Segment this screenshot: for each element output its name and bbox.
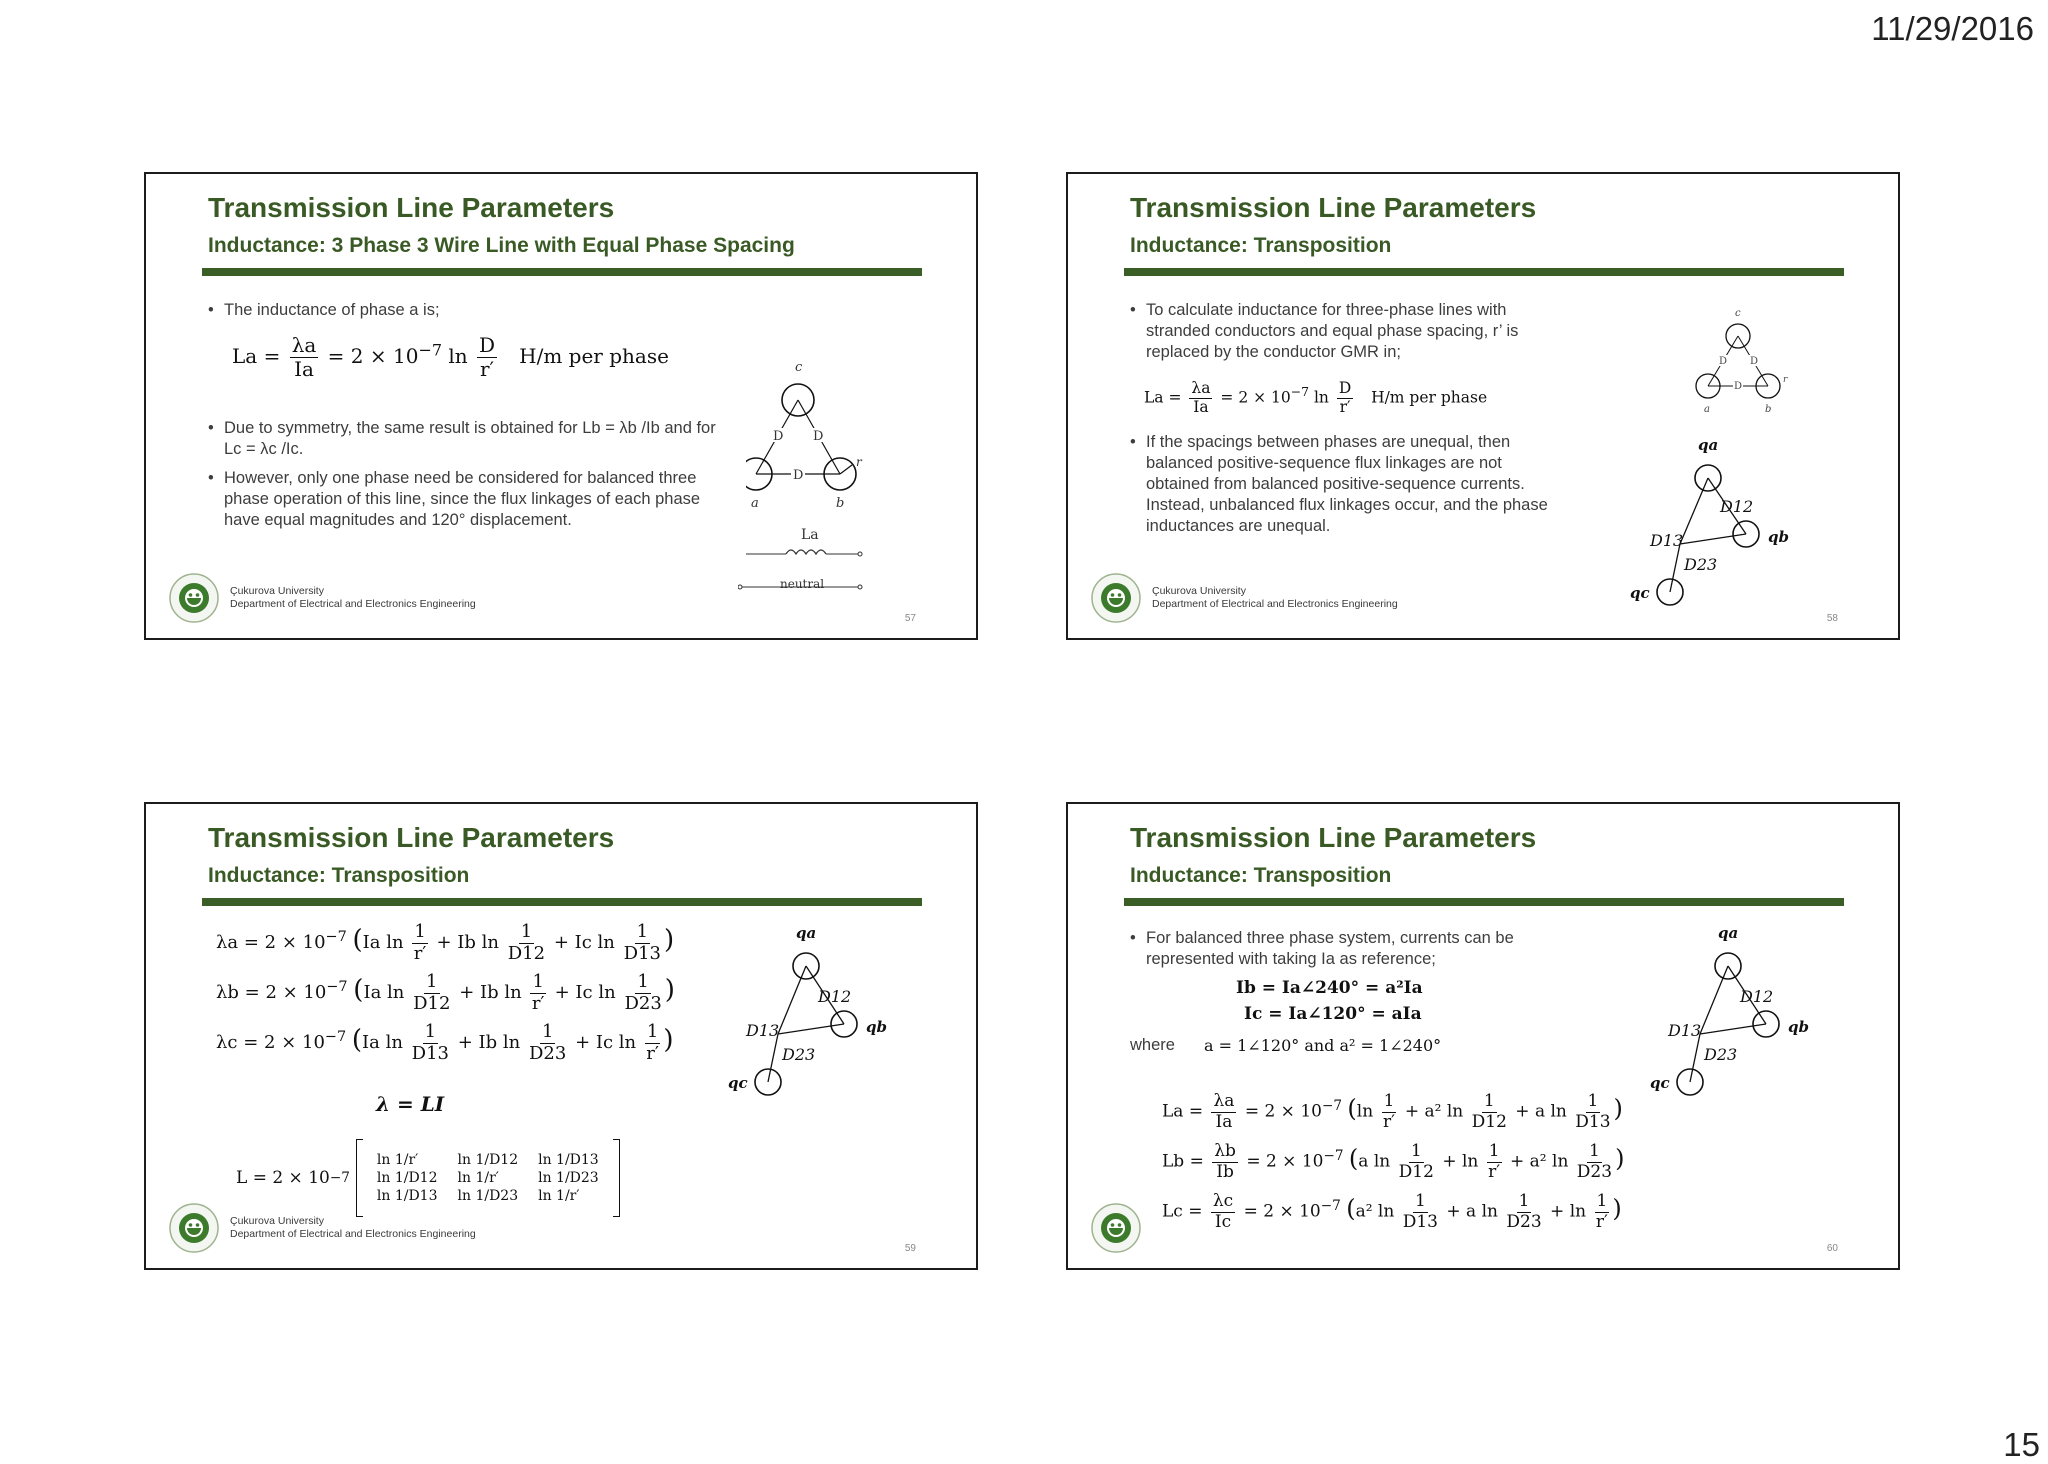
- page-number: 15: [2003, 1426, 2040, 1463]
- label-qb: qb: [1788, 1018, 1809, 1036]
- label-d13: D13: [1650, 531, 1684, 550]
- label-qa: qa: [1718, 924, 1739, 942]
- slide-subtitle: Inductance: Transposition: [208, 864, 470, 887]
- eq-exp: −7: [326, 979, 348, 996]
- eq-den: r′: [646, 1042, 659, 1064]
- eq-term: + Ic ln: [553, 932, 615, 954]
- eq-den: D12: [1471, 1111, 1507, 1132]
- eq-den: D12: [1398, 1161, 1434, 1182]
- footer-university: Çukurova University: [230, 585, 324, 597]
- eq-den: D12: [413, 992, 451, 1014]
- eq-d-den: r′: [1339, 397, 1351, 416]
- matrix-cell: ln 1/D13: [376, 1188, 438, 1204]
- matrix-lhs: L = 2 × 10: [236, 1168, 330, 1188]
- slide-number: 60: [1826, 1243, 1838, 1254]
- triangle-conductor-diagram: [746, 314, 946, 594]
- bullet-list: [208, 418, 728, 531]
- unequal-spacing-diagram: [706, 916, 916, 1096]
- label-c: c: [1735, 308, 1741, 319]
- eq-term: ln: [1356, 1101, 1374, 1122]
- eq-exp: −7: [1290, 384, 1310, 400]
- bullet-list: [1130, 300, 1550, 363]
- matrix-cell: ln 1/D12: [376, 1170, 438, 1186]
- eq-num: 1: [520, 921, 533, 942]
- eq-term: a² ln: [1355, 1201, 1395, 1222]
- eq-num: λc: [1212, 1191, 1234, 1211]
- matrix-cell: ln 1/D23: [457, 1188, 519, 1204]
- label-qc: qc: [1630, 584, 1650, 602]
- eq-num: 1: [1414, 1191, 1426, 1211]
- eq-den: Ia: [1215, 1111, 1233, 1132]
- eq-exp: −7: [418, 340, 443, 360]
- eq-lhs: λb = 2 × 10: [216, 982, 327, 1004]
- slide-subtitle: Inductance: 3 Phase 3 Wire Line with Equal Phase Spacing: [208, 234, 795, 257]
- eq-num: 1: [414, 921, 426, 942]
- eq-exp: −7: [1321, 1097, 1343, 1114]
- eq-lambda-den: Ia: [294, 357, 314, 381]
- eq-den: r′: [1488, 1161, 1501, 1182]
- label-d: D: [813, 429, 824, 444]
- footer-department: Department of Electrical and Electronics Engineering: [230, 1228, 476, 1240]
- eq-exp: −7: [1320, 1197, 1341, 1214]
- bullet-item: • Due to symmetry, the same result is obtained for Lb = λb /Ib and for Lc = λc /Ic.: [208, 418, 728, 460]
- label-qc: qc: [1650, 1074, 1670, 1092]
- eq-exp: −7: [1323, 1147, 1344, 1164]
- eq-num: 1: [1596, 1191, 1608, 1211]
- eq-term: + ln: [1550, 1201, 1587, 1222]
- eq-term: + Ib ln: [457, 1032, 521, 1054]
- eq-ln: ln: [1313, 388, 1329, 407]
- bullet-list: [1130, 928, 1550, 970]
- slide-title: Transmission Line Parameters: [1130, 822, 1537, 853]
- unequal-spacing-diagram: [1608, 430, 1818, 610]
- eq-coeff: = 2 × 10: [1220, 388, 1291, 407]
- eq-lhs: La =: [1162, 1101, 1204, 1122]
- slide-title: Transmission Line Parameters: [1130, 192, 1537, 223]
- inductance-eq-b: Lb = $\frac{\lambda b}{Ib}$ = $2 \times 10^{-7}$ (a ln $\frac{1}{D12}$ + ln $\frac{1}{r'}$ + a² ln $\frac{1}{D23}$ ): [1162, 1141, 1625, 1182]
- eq-den: D23: [1576, 1161, 1613, 1182]
- eq-num: 1: [1587, 1091, 1599, 1111]
- eq-term: + a ln: [1515, 1101, 1567, 1122]
- university-logo: [1090, 1202, 1142, 1254]
- label-qa: qa: [1698, 436, 1719, 454]
- flux-equation-b: $\lambda b = 2 \times 10^{-7}$ (Ia ln $\frac{1}{D12}$ + Ib ln $\frac{1}{r'}$ + Ic ln $\frac{1}{D23}$ ): [216, 971, 675, 1014]
- university-logo: [168, 1202, 220, 1254]
- matrix-cell: ln 1/r′: [538, 1188, 580, 1204]
- eq-den: D12: [507, 942, 546, 964]
- bullet-list: [208, 300, 748, 321]
- label-d23: D23: [1704, 1045, 1738, 1064]
- page-date: 11/29/2016: [1871, 10, 2034, 47]
- eq-lhs: λa = 2 × 10: [216, 932, 326, 954]
- slide-number: 59: [904, 1243, 916, 1254]
- eq-term: + Ic ln: [554, 982, 616, 1004]
- label-d12: D12: [1720, 497, 1754, 516]
- eq-ln: ln: [448, 344, 468, 368]
- eq-exp: −7: [325, 929, 347, 946]
- label-a: a: [1704, 404, 1710, 415]
- eq-num: 1: [1518, 1191, 1530, 1211]
- flux-equation-a: $\lambda a = 2 \times 10^{-7}$ (Ia ln $\frac{1}{r'}$ + Ib ln $\frac{1}{D12}$ + Ic ln $\frac{1}{D13}$ ): [216, 921, 675, 964]
- triangle-conductor-diagram: [1628, 298, 1818, 438]
- slide-footer: [1090, 1202, 1142, 1254]
- eq-mid: = 2 × 10: [1246, 1151, 1324, 1172]
- eq-mid: = 2 × 10: [1243, 1201, 1321, 1222]
- label-d: D: [773, 429, 784, 444]
- eq-num: 1: [1410, 1141, 1422, 1161]
- slide-title: Transmission Line Parameters: [208, 192, 615, 223]
- inductance-eq-c: Lc = $\frac{\lambda c}{Ic}$ = $2 \times 10^{-7}$ (a² ln $\frac{1}{D13}$ + a ln $\frac{1}{D23}$ + ln $\frac{1}{r'}$ ): [1162, 1191, 1622, 1232]
- eq-den: Ic: [1214, 1211, 1232, 1232]
- slide-subtitle: Inductance: Transposition: [1130, 864, 1392, 887]
- bullet-item: • If the spacings between phases are unequal, then balanced positive-sequence flux linkages are not obtained from balanced positive-sequence currents. Instead, unbalanced flux linkages occur, and the phase inductances are unequal.: [1130, 432, 1550, 537]
- eq-den: Ib: [1216, 1161, 1234, 1182]
- inductance-matrix: [367, 1151, 609, 1205]
- label-d13: D13: [1668, 1021, 1702, 1040]
- eq-term: a ln: [1358, 1151, 1391, 1172]
- title-divider: [202, 268, 922, 276]
- slide-60: [1066, 802, 1900, 1270]
- eq-den: r′: [413, 942, 427, 964]
- label-d23: D23: [782, 1045, 816, 1064]
- eq-num: 1: [646, 1021, 659, 1042]
- eq-den: r′: [1595, 1211, 1608, 1232]
- label-b: b: [836, 496, 845, 511]
- eq-la: La: [232, 344, 258, 368]
- label-a: a: [751, 496, 759, 511]
- university-logo: [1090, 572, 1142, 624]
- eq-lambda-num: λa: [1191, 379, 1211, 397]
- bullet-item: • For balanced three phase system, currents can be represented with taking Ia as reference;: [1130, 928, 1550, 970]
- eq-lambda-den: Ia: [1193, 397, 1209, 416]
- slide-footer: [1090, 572, 1398, 624]
- slide-footer: [168, 1202, 476, 1254]
- inductor-symbol: [786, 550, 826, 554]
- eq-lambda-num: λa: [291, 333, 317, 357]
- eq-num: 1: [426, 971, 438, 992]
- university-logo: [168, 572, 220, 624]
- eq-num: 1: [541, 1021, 554, 1042]
- inductance-equation: La = $\frac{\lambda a}{Ia}$ = $2 \times 10^{-7}$ ln $\frac{D}{r'}$ H/m per phase: [232, 333, 669, 381]
- eq-lhs: λc = 2 × 10: [216, 1032, 325, 1054]
- eq-unit: H/m per phase: [519, 344, 669, 368]
- matrix-cell: ln 1/D12: [457, 1152, 519, 1168]
- eq-unit: H/m per phase: [1371, 388, 1488, 407]
- eq-den: D23: [529, 1042, 567, 1064]
- eq-term: + a² ln: [1510, 1151, 1569, 1172]
- eq-term: + a² ln: [1404, 1101, 1464, 1122]
- title-divider: [202, 898, 922, 906]
- label-b: b: [1765, 404, 1772, 415]
- eq-la: La: [1144, 388, 1164, 407]
- eq-term: + Ib ln: [436, 932, 500, 954]
- slide-subtitle: Inductance: Transposition: [1130, 234, 1392, 257]
- matrix-cell: ln 1/r′: [457, 1170, 499, 1186]
- eq-num: 1: [1488, 1141, 1500, 1161]
- eq-num: λa: [1213, 1091, 1235, 1111]
- current-eq-b: Ib = Ia∠240° = a²Ia: [1236, 978, 1423, 998]
- slide-number: 57: [904, 613, 916, 624]
- bullet-item: • The inductance of phase a is;: [208, 300, 748, 321]
- inductance-equation: La = $\frac{\lambda a}{Ia}$ = $2 \times 10^{-7}$ ln $\frac{D}{r'}$ H/m per phase: [1144, 379, 1488, 416]
- bullet-item: • To calculate inductance for three-phase lines with stranded conductors and equal phase spacing, r’ is replaced by the conductor GMR in;: [1130, 300, 1550, 363]
- label-r: r: [856, 455, 862, 469]
- eq-num: 1: [1483, 1091, 1495, 1111]
- eq-num: 1: [637, 971, 649, 992]
- current-eq-c: Ic = Ia∠120° = aIa: [1244, 1004, 1422, 1024]
- label-qc: qc: [728, 1074, 748, 1092]
- footer-university: Çukurova University: [1152, 585, 1246, 597]
- eq-coeff: = 2 × 10: [327, 344, 419, 368]
- label-qb: qb: [1768, 528, 1789, 546]
- eq-d-den: r′: [480, 357, 495, 381]
- label-d: D: [1750, 356, 1759, 367]
- eq-d-num: D: [479, 333, 496, 357]
- eq-term: Ia ln: [362, 932, 404, 954]
- eq-exp: −7: [324, 1029, 347, 1046]
- bullet-list: [1130, 432, 1550, 537]
- eq-num: 1: [424, 1021, 437, 1042]
- matrix-cell: ln 1/D13: [538, 1152, 599, 1168]
- label-la: La: [801, 527, 819, 543]
- where-label: where: [1130, 1036, 1175, 1054]
- eq-num: 1: [532, 971, 544, 992]
- label-d12: D12: [1740, 987, 1774, 1006]
- label-neutral: neutral: [780, 577, 825, 591]
- bullet-item: • However, only one phase need be considered for balanced three phase operation of this line, since the flux linkages of each phase have equal magnitudes and 120° displacement.: [208, 468, 728, 531]
- unequal-spacing-diagram: [1628, 916, 1838, 1096]
- label-d: D: [793, 468, 804, 483]
- label-d: D: [1734, 381, 1743, 392]
- slide-59: [144, 802, 978, 1270]
- eq-d-num: D: [1338, 379, 1352, 397]
- eq-den: r′: [531, 992, 545, 1014]
- eq-lhs: Lb =: [1162, 1151, 1204, 1172]
- eq-term: Ia ln: [363, 982, 405, 1004]
- eq-term: + Ib ln: [459, 982, 522, 1004]
- footer-department: Department of Electrical and Electronics Engineering: [230, 598, 476, 610]
- eq-lhs: Lc =: [1162, 1201, 1203, 1222]
- eq-den: D13: [1402, 1211, 1438, 1232]
- slide-58: [1066, 172, 1900, 640]
- eq-term: + ln: [1442, 1151, 1479, 1172]
- eq-den: D13: [411, 1042, 450, 1064]
- inductance-eq-a: La = $\frac{\lambda a}{Ia}$ = $2 \times 10^{-7}$ (ln $\frac{1}{r'}$ + a² ln $\frac{1}{D12}$ + a ln $\frac{1}{D13}$ ): [1162, 1091, 1623, 1132]
- eq-term: + Ic ln: [575, 1032, 637, 1054]
- label-d23: D23: [1684, 555, 1718, 574]
- eq-num: 1: [1589, 1141, 1600, 1161]
- label-qa: qa: [796, 924, 817, 942]
- eq-den: D23: [624, 992, 662, 1014]
- slide-title: Transmission Line Parameters: [208, 822, 615, 853]
- eq-den: r′: [1383, 1111, 1395, 1132]
- matrix-cell: ln 1/D23: [538, 1170, 599, 1186]
- eq-term: + a ln: [1446, 1201, 1498, 1222]
- title-divider: [1124, 898, 1844, 906]
- eq-num: 1: [1383, 1091, 1395, 1111]
- flux-equation-c: $\lambda c = 2 \times 10^{-7}$ (Ia ln $\frac{1}{D13}$ + Ib ln $\frac{1}{D23}$ + Ic ln $\frac{1}{r'}$ ): [216, 1021, 674, 1064]
- eq-den: D13: [1575, 1111, 1611, 1132]
- footer-department: Department of Electrical and Electronics Engineering: [1152, 598, 1398, 610]
- label-r: r: [1783, 375, 1788, 385]
- eq-den: D13: [623, 942, 661, 964]
- eq-mid: = 2 × 10: [1244, 1101, 1322, 1122]
- label-d13: D13: [746, 1021, 780, 1040]
- slide-57: [144, 172, 978, 640]
- eq-num: 1: [636, 921, 649, 942]
- neutral-line: [738, 574, 868, 598]
- eq-exp: −7: [329, 1170, 350, 1186]
- label-qb: qb: [866, 1018, 887, 1036]
- matrix-cell: ln 1/r′: [376, 1152, 419, 1168]
- label-c: c: [795, 360, 803, 375]
- lambda-li-equation: λ = LI: [376, 1092, 445, 1116]
- slide-footer: [168, 572, 476, 624]
- eq-num: λb: [1214, 1141, 1236, 1161]
- label-d12: D12: [818, 987, 852, 1006]
- eq-term: Ia ln: [362, 1032, 403, 1054]
- slide-number: 58: [1826, 613, 1838, 624]
- eq-den: D23: [1506, 1211, 1542, 1232]
- label-d: D: [1719, 356, 1728, 367]
- where-equation: a = 1∠120° and a² = 1∠240°: [1204, 1036, 1442, 1055]
- footer-university: Çukurova University: [230, 1215, 324, 1227]
- title-divider: [1124, 268, 1844, 276]
